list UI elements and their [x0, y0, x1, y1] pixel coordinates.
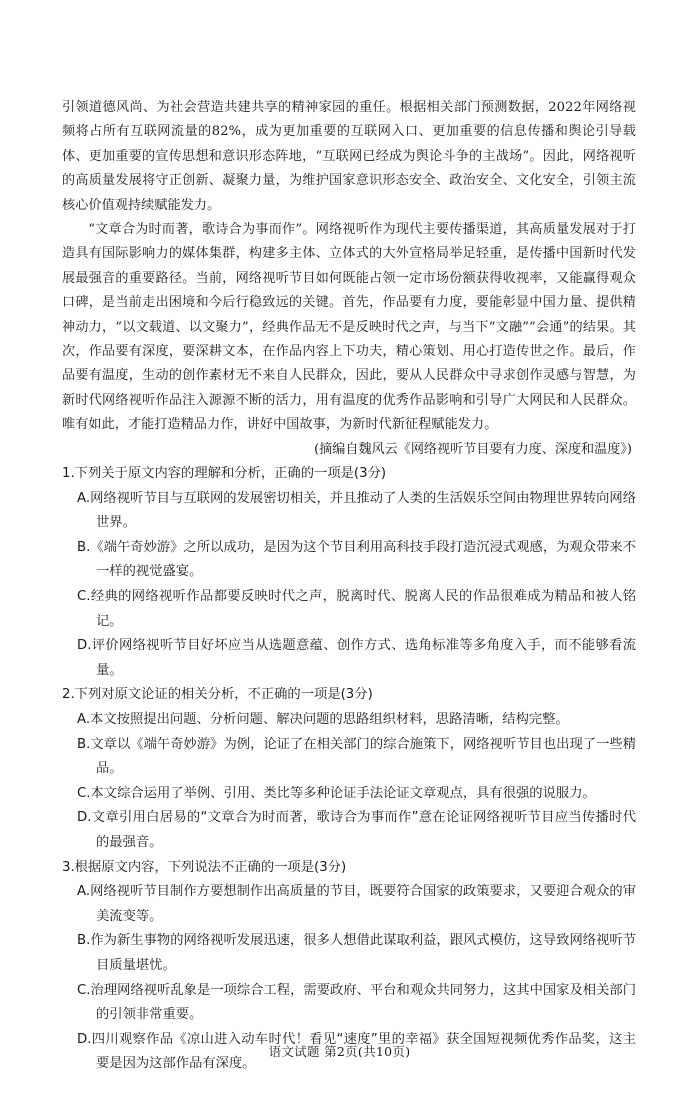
option-text: 作为新生事物的网络视听发展迅速，很多人想借此谋取利益，跟风式模仿，这导致网络视听节目质量堪忧。 — [90, 933, 636, 973]
option-label: B. — [77, 539, 91, 555]
reading-passage — [62, 96, 636, 462]
option-text: 本文按照提出问题、分析问题、解决问题的思路组织材料，思路清晰，结构完整。 — [90, 712, 569, 728]
passage-paragraph-2: “文章合为时而著，歌诗合为事而作”。网络视听作为现代主要传播渠道，其高质量发展对于打造具有国际影响力的媒体集群，构建多主体、立体式的大外宣格局举足轻重，是传播中国新时代发展最强音的重要路径。当前，网络视听节目如何既能占领一定市场份额获得收视率，又能赢得观众口碑，是当前走出困境和今后行稳致远的关键。首先，作品要有力度，要能彰显中国力量、提供精神动力，“以文载道、以文聚力”，经典作品无不是反映时代之声，与当下“文融”“会通”的结果。其次，作品要有深度，要深耕文本，在作品内容上下功夫，精心策划、用心打造传世之作。最后，作品要有温度，生动的创作素材无不来自人民群众，因此，要从人民群众中寻求创作灵感与智慧，为新时代网络视听作品注入源源不断的活力，用有温度的优秀作品影响和引导广大网民和人民群众。唯有如此，才能打造精品力作，讲好中国故事，为新时代新征程赋能发力。 — [62, 222, 636, 433]
option-label: D. — [77, 1031, 92, 1047]
option-c — [62, 782, 636, 807]
option-label: A. — [77, 490, 91, 506]
page-content — [62, 96, 636, 1077]
page-footer: 语文试题 第2页(共10页) — [268, 1044, 411, 1059]
question-list — [62, 462, 636, 1077]
option-label: A. — [77, 884, 91, 900]
passage-paragraph-1: 引领道德风尚、为社会营造共建共享的精神家园的重任。根据相关部门预测数据，2022年网络视频将占所有互联网流量的82%，成为更加重要的互联网入口、更加重要的信息传播和舆论引导载体、更加重要的宣传思想和意识形态阵地，“互联网已经成为舆论斗争的主战场”。因此，网络视听的高质量发展将守正创新、凝聚力量，为维护国家意识形态安全、政治安全、文化安全，引领主流核心价值观持续赋能发力。 — [62, 100, 636, 213]
option-text: 文章以《端午奇妙游》为例，论证了在相关部门的综合施策下，网络视听节目也出现了一些精品。 — [90, 736, 636, 777]
option-d — [62, 634, 636, 683]
option-text: 网络视听节目制作方要想制作出高质量的节目，既要符合国家的政策要求，又要迎合观众的审美流变等。 — [90, 884, 636, 924]
option-c — [62, 585, 636, 634]
option-text: 《端午奇妙游》之所以成功，是因为这个节目利用高科技手段打造沉浸式观感，为观众带来不一样的视觉盛宴。 — [90, 539, 636, 580]
option-label: D. — [77, 638, 92, 654]
question-stem: 3.根据原文内容，下列说法不正确的一项是(3分) — [62, 859, 347, 875]
option-text: 网络视听节目与互联网的发展密切相关，并且推动了人类的生活娱乐空间由物理世界转向网络世界。 — [90, 490, 636, 531]
option-d — [62, 806, 636, 855]
question-2 — [62, 683, 636, 855]
option-label: D. — [77, 810, 92, 826]
option-c — [62, 979, 636, 1028]
passage-source: (摘编自魏风云《网络视听节目要有力度、深度和温度》) — [314, 441, 632, 457]
option-text: 治理网络视听乱象是一项综合工程，需要政府、平台和观众共同努力，这其中国家及相关部门的引领非常重要。 — [90, 982, 636, 1023]
option-text: 经典的网络视听作品都要反映时代之声，脱离时代、脱离人民的作品很难成为精品和被人铭记。 — [90, 589, 636, 629]
option-text: 评价网络视听节目好坏应当从选题意蕴、创作方式、选角标准等多角度入手，而不能够看流量。 — [91, 638, 636, 678]
option-text: 四川观察作品《凉山进入动车时代！看见“速度”里的幸福》获全国短视频优秀作品奖，这主要是因为这部作品有深度。 — [91, 1031, 636, 1072]
option-label: C. — [77, 589, 91, 605]
option-text: 文章引用白居易的“文章合为时而著，歌诗合为事而作”意在论证网络视听节目应当传播时代的最强音。 — [91, 810, 636, 850]
question-1 — [62, 462, 636, 683]
option-text: 本文综合运用了举例、引用、类比等多种论证手法论证文章观点，具有很强的说服力。 — [90, 785, 596, 801]
option-label: A. — [77, 712, 91, 728]
option-b — [62, 536, 636, 585]
option-a — [62, 708, 636, 733]
option-b — [62, 733, 636, 782]
option-a — [62, 880, 636, 929]
option-label: B. — [77, 736, 91, 752]
option-label: C. — [77, 982, 91, 998]
option-label: C. — [77, 785, 91, 801]
question-stem: 2.下列对原文论证的相关分析，不正确的一项是(3分) — [62, 687, 373, 703]
option-b — [62, 929, 636, 978]
option-a — [62, 487, 636, 536]
question-stem: 1.下列关于原文内容的理解和分析，正确的一项是(3分) — [62, 466, 387, 482]
option-label: B. — [77, 933, 91, 949]
